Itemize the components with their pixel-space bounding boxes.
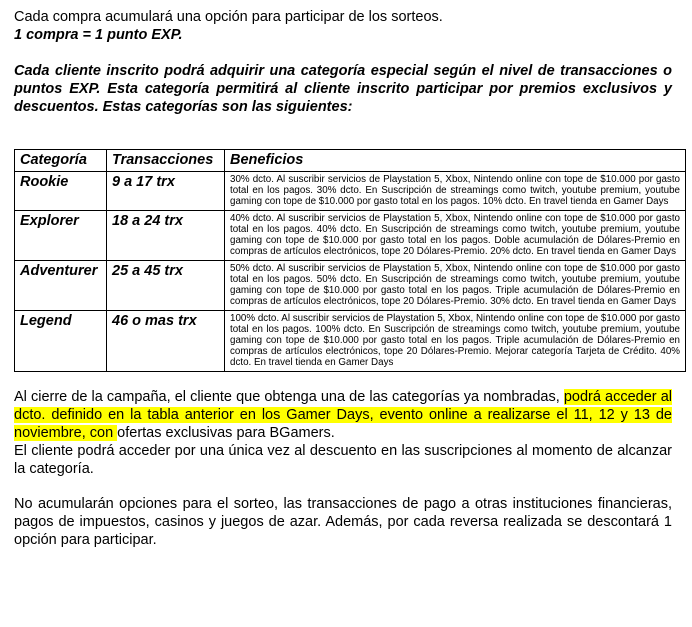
- cell-categoria: Adventurer: [15, 261, 107, 311]
- gamer-days-text-plain-end: ofertas exclusivas para BGamers.: [117, 425, 335, 441]
- table-row-rookie: [15, 172, 686, 211]
- gamer-days-highlighted-text: podrá acceder al dcto. definido en la tabla anterior en los Gamer Days, evento online a realizarse el 11, 12 y 13 de noviembre, con: [14, 389, 672, 441]
- cell-beneficios: 30% dcto. Al suscribir servicios de Playstation 5, Xbox, Nintendo online con tope de $10.000 por gasto total en los pagos. 30% dcto. En Suscripción de streamings como twitch, youtube premium, youtube gaming con tope de $10.000 por gasto total en los pagos. 10% dcto. En travel tienda en Gamer Days: [225, 172, 686, 211]
- cell-transacciones: 46 o mas trx: [107, 311, 225, 372]
- gamer-days-paragraph: [14, 388, 672, 442]
- table-row-legend: [15, 311, 686, 372]
- categories-intro-paragraph: Cada cliente inscrito podrá adquirir una categoría especial según el nivel de transacciones o puntos EXP. Esta categoría permitirá al cliente inscrito participar por premios exclusivos y descuentos. Estas categorías son las siguientes:: [14, 63, 672, 115]
- cell-categoria: Rookie: [15, 172, 107, 211]
- cell-categoria: Legend: [15, 311, 107, 372]
- cell-beneficios: 40% dcto. Al suscribir servicios de Playstation 5, Xbox, Nintendo online con tope de $10.000 por gasto total en los pagos. 40% dcto. En Suscripción de streamings como twitch, youtube premium, youtube gaming con tope de $10.000 por gasto total en los pagos. Doble acumulación de Dólares-Premio en compras de artículos electrónicos, tope 20 Dólares-Premio. 20% dcto. En travel tienda en Gamer Days: [225, 211, 686, 261]
- cell-transacciones: 9 a 17 trx: [107, 172, 225, 211]
- table-header-row: [15, 150, 686, 172]
- cell-beneficios: 100% dcto. Al suscribir servicios de Playstation 5, Xbox, Nintendo online con tope de $10.000 por gasto total en los pagos. 100% dcto. En Suscripción de streamings como twitch, youtube premium, youtube gaming con tope de $10.000 por gasto total en los pagos. Triple acumulación de Dólares-Premio en compras de artículos electrónicos, tope 20 Dólares-Premio. Mejorar categoría Tarjeta de Crédito. 40% dcto. En travel tienda en Gamer Days: [225, 311, 686, 372]
- table-row-explorer: [15, 211, 686, 261]
- exclusions-paragraph: No acumularán opciones para el sorteo, las transacciones de pago a otras instituciones financieras, pagos de impuestos, casinos y juegos de azar. Además, por cada reversa realizada se descontará 1 opción para participar.: [14, 496, 672, 548]
- column-header-beneficios: Beneficios: [225, 150, 686, 172]
- exp-points-line: 1 compra = 1 punto EXP.: [14, 27, 183, 43]
- column-header-categoria: Categoría: [15, 150, 107, 172]
- cell-transacciones: 18 a 24 trx: [107, 211, 225, 261]
- gamer-days-text-plain-start: Al cierre de la campaña, el cliente que obtenga una de las categorías ya nombradas,: [14, 389, 564, 405]
- cell-transacciones: 25 a 45 trx: [107, 261, 225, 311]
- single-use-discount-paragraph: El cliente podrá acceder por una única vez al descuento en las suscripciones al momento de alcanzar la categoría.: [14, 443, 672, 477]
- column-header-transacciones: Transacciones: [107, 150, 225, 172]
- cell-categoria: Explorer: [15, 211, 107, 261]
- table-row-adventurer: [15, 261, 686, 311]
- cell-beneficios: 50% dcto. Al suscribir servicios de Playstation 5, Xbox, Nintendo online con tope de $10.000 por gasto total en los pagos. 50% dcto. En Suscripción de streamings como twitch, youtube premium, youtube gaming con tope de $10.000 por gasto total en los pagos. Triple acumulación de Dólares-Premio en compras de artículos electrónicos, tope 20 Dólares-Premio. 30% dcto. En travel tienda en Gamer Days: [225, 261, 686, 311]
- intro-sorteos-line: Cada compra acumulará una opción para participar de los sorteos.: [14, 9, 443, 25]
- categories-benefits-table: [14, 149, 686, 372]
